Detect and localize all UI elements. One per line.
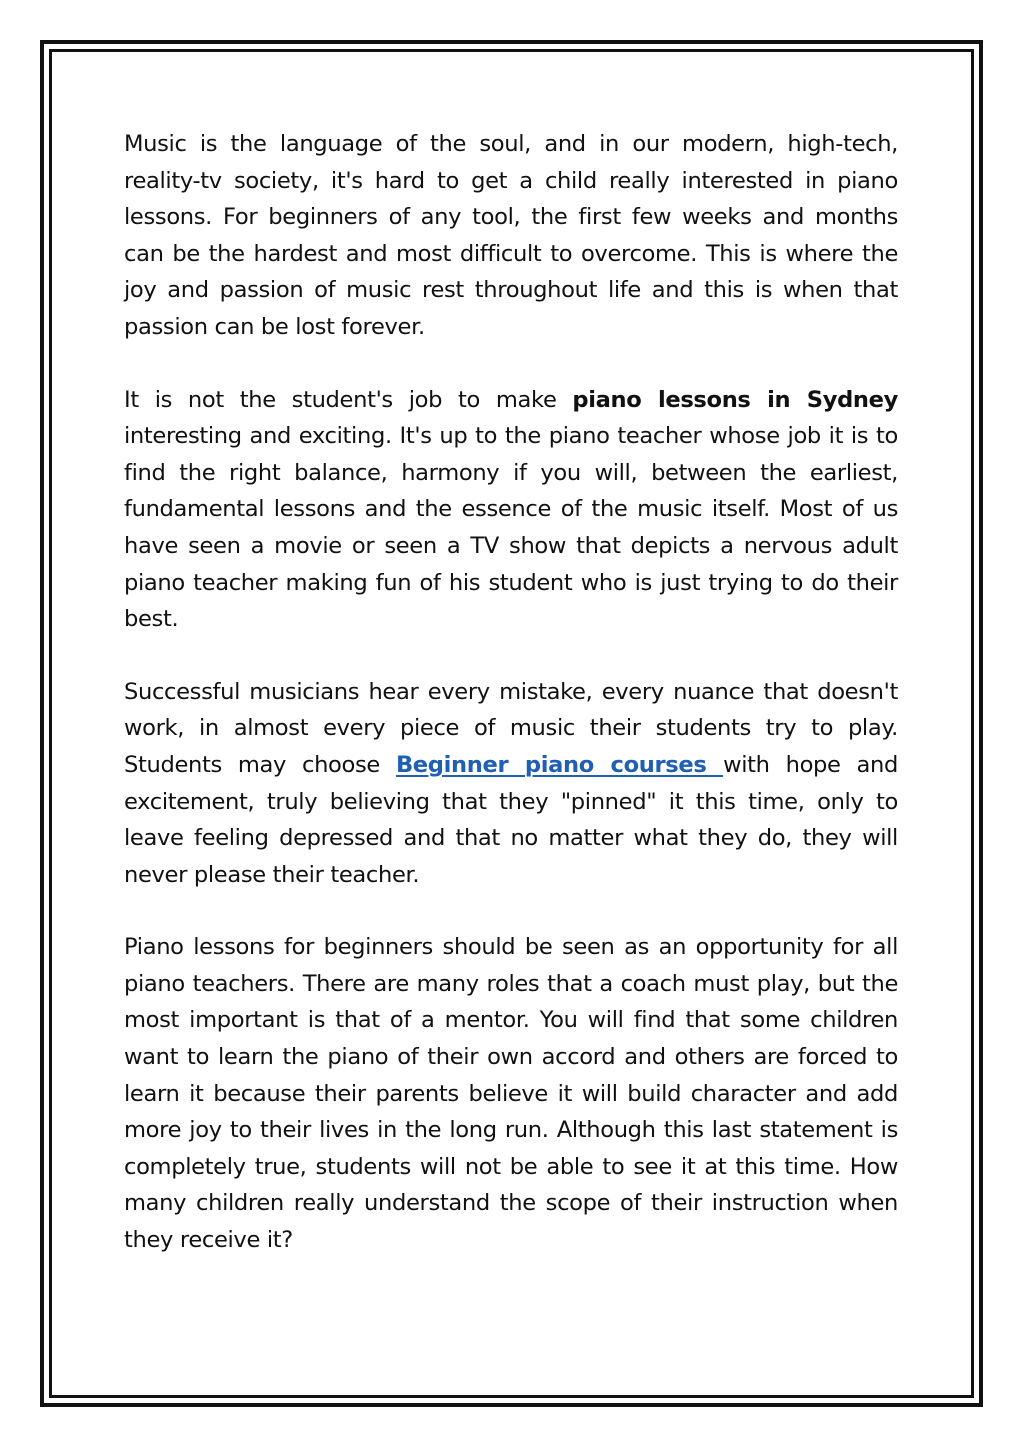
paragraph-3 (124, 674, 898, 894)
paragraph-3-text-after: with hope and excitement, truly believing that they "pinned" it this time, only to leave feeling depressed and that no matter what they do, they will never please their teacher. (124, 751, 899, 888)
beginner-piano-courses-link[interactable]: Beginner piano courses (395, 751, 724, 778)
paragraph-2 (124, 382, 898, 638)
paragraph-4 (124, 929, 898, 1258)
paragraph-1-text: Music is the language of the soul, and in our modern, high-tech, reality-tv society, it's hard to get a child really interested in piano lessons. For beginners of any tool, the first few weeks and months can be the hardest and most difficult to overcome. This is where the joy and passion of music rest throughout life and this is when that passion can be lost forever. (124, 131, 898, 340)
paragraph-3-text-before: Successful musicians hear every mistake, every nuance that doesn't work, in almost every piece of music their students try to play. Students may choose (124, 678, 898, 778)
paragraph-2-text-after: interesting and exciting. It's up to the piano teacher whose job it is to find the right balance, harmony if you will, between the earliest, fundamental lessons and the essence of the music itself. Most of us have seen a movie or seen a TV show that depicts a nervous adult piano teacher making fun of his student who is just trying to do their best. (124, 423, 898, 633)
document-body (124, 126, 898, 1295)
paragraph-4-text: Piano lessons for beginners should be seen as an opportunity for all piano teachers. There are many roles that a coach must play, but the most important is that of a mentor. You will find that some children want to learn the piano of their own accord and others are forced to learn it because their parents believe it will build character and add more joy to their lives in the long run. Although this last statement is completely true, students will not be able to see it at this time. How many children really understand the scope of their instruction when they receive it? (124, 934, 898, 1254)
piano-lessons-sydney-keyword: piano lessons in Sydney (572, 386, 898, 413)
paragraph-2-text-before: It is not the student's job to make (124, 386, 573, 413)
paragraph-1 (124, 126, 898, 346)
